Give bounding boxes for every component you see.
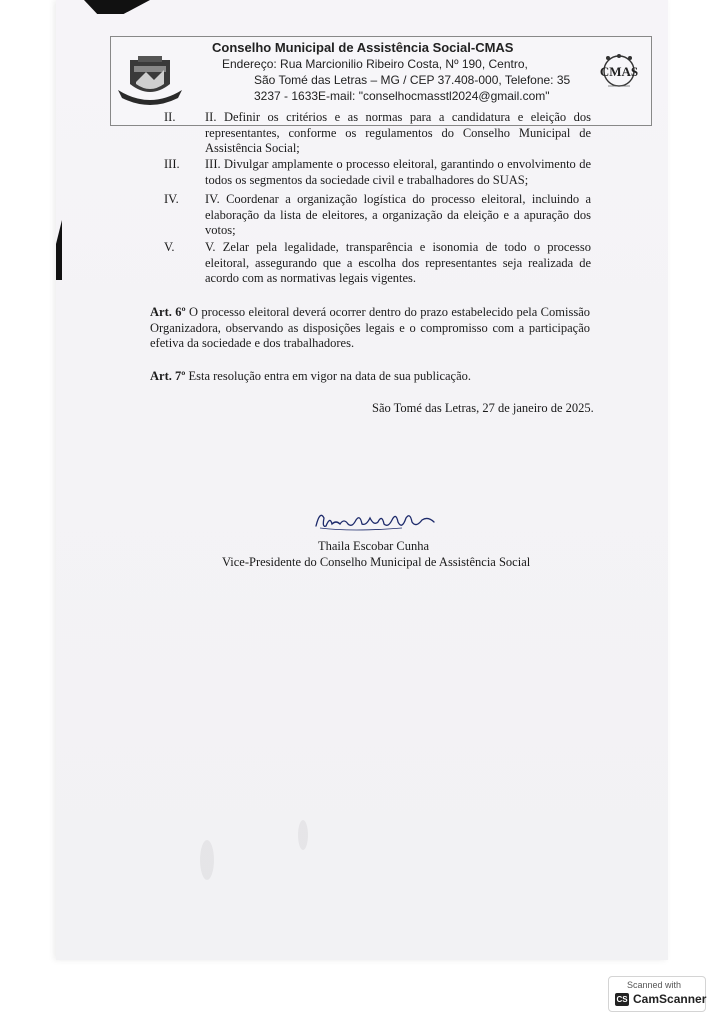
municipal-crest-icon <box>116 54 184 106</box>
article-7-label: Art. 7º <box>150 369 186 383</box>
item-numeral: V. <box>164 240 175 254</box>
article-7-text: Esta resolução entra em vigor na data de sua publicação. <box>185 369 472 383</box>
watermark-top-text: Scanned with <box>627 980 682 990</box>
document-date: São Tomé das Letras, 27 de janeiro de 2025. <box>372 401 594 415</box>
camscanner-watermark <box>608 976 706 1012</box>
item-numeral: II. <box>164 110 176 124</box>
contact-line: 3237 - 1633E-mail: "conselhocmasstl2024@gmail.com" <box>254 89 550 103</box>
article-7 <box>150 369 590 385</box>
article-6-text: O processo eleitoral deverá ocorrer dentro do prazo estabelecido pela Comissão Organizadora, observando as disposições legais e o compromisso com a participação efetiva da sociedade e dos trabalhadores. <box>150 305 590 350</box>
cmas-logo-text: CMAS <box>599 64 639 79</box>
item-text: II. Definir os critérios e as normas para a candidatura e eleição dos representantes, conforme os regulamentos do Conselho Municipal de Assistência Social; <box>205 110 591 155</box>
handwritten-signature <box>312 506 438 536</box>
paper-smudge <box>200 840 214 880</box>
cmas-logo-icon <box>596 54 642 92</box>
letterhead-text <box>210 40 590 104</box>
article-6 <box>150 305 590 352</box>
paper-smudge <box>298 820 308 850</box>
item-text: V. Zelar pela legalidade, transparência e isonomia de todo o processo eleitoral, assegurando que a escolha dos representantes seja realizada de acordo com as normativas legais vigentes. <box>205 240 591 285</box>
item-text: III. Divulgar amplamente o processo eleitoral, garantindo o envolvimento de todos os segmentos da sociedade civil e trabalhadores do SUAS; <box>205 157 591 187</box>
watermark-brand: CamScanner <box>633 992 707 1006</box>
address-line: Endereço: Rua Marcionilio Ribeiro Costa, Nº 190, Centro, <box>222 57 528 71</box>
article-6-label: Art. 6º <box>150 305 186 319</box>
signatory-role: Vice-Presidente do Conselho Municipal de Assistência Social <box>222 555 531 569</box>
council-title: Conselho Municipal de Assistência Social-CMAS <box>212 40 514 55</box>
camscanner-icon: CS <box>616 995 628 1004</box>
item-numeral: III. <box>164 157 180 171</box>
city-line: São Tomé das Letras – MG / CEP 37.408-000, Telefone: 35 <box>254 73 571 87</box>
item-text: IV. Coordenar a organização logística do processo eleitoral, incluindo a elaboração da lista de eleitores, a organização da eleição e a apuração dos votos; <box>205 192 591 237</box>
signatory-name: Thaila Escobar Cunha <box>318 539 430 553</box>
item-numeral: IV. <box>164 192 179 206</box>
